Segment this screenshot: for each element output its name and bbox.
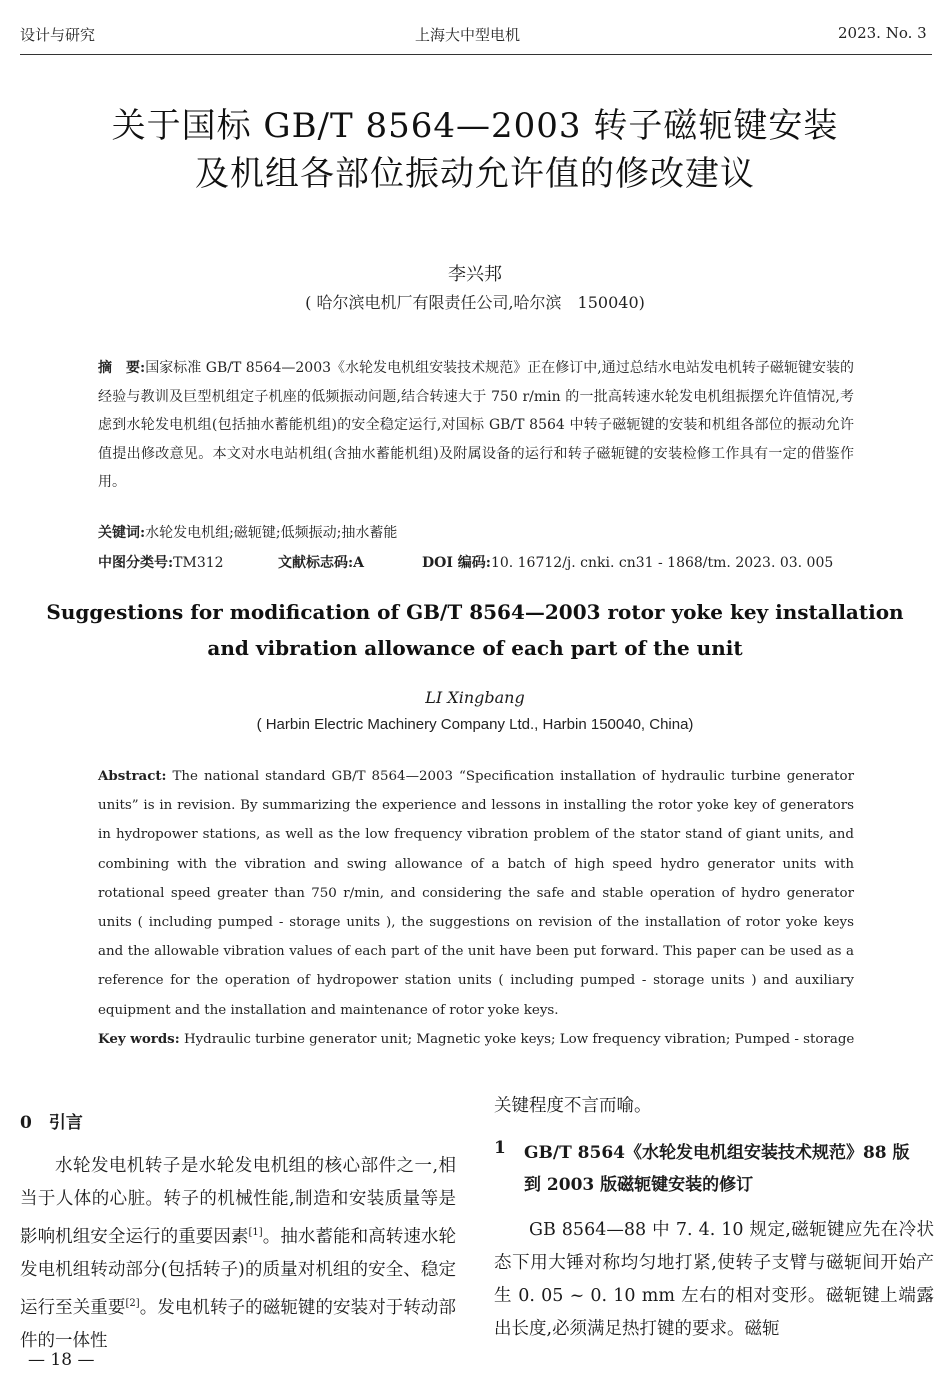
section-0-text-2: 。抽水蓄能和高转速水轮发电机组转动部分(包括转子)的质量对机组的安全、稳定运行至关重要 [20,1226,457,1318]
keywords-en-label: Key words: [98,1031,180,1047]
title-line-2: 及机组各部位振动允许值的修改建议 [195,154,755,194]
keywords-cn [98,522,397,542]
section-1-heading-line-2: 到 2003 版磁轭键安装的修订 [524,1175,754,1195]
author-affiliation-en: ( Harbin Electric Machinery Company Ltd., Harbin 150040, China) [256,716,694,733]
title-en-line-2: and vibration allowance of each part of the unit [207,636,743,660]
section-0-text-1: 水轮发电机转子是水轮发电机组的核心部件之一,相当于人体的心脏。转子的机械性能,制造和安装质量等是影响机组安全运行的重要因素 [20,1156,456,1247]
abstract-cn [98,354,854,497]
abstract-cn-label: 摘 要: [98,360,146,376]
doi-label: DOI 编码: [422,555,491,571]
keywords-cn-text: 水轮发电机组;磁轭键;低频振动;抽水蓄能 [145,525,398,541]
doc-code-value: A [353,555,365,571]
section-0-continuation: 关键程度不言而喻。 [494,1096,652,1116]
page-number: — 18 — [28,1350,95,1370]
abstract-en-label: Abstract: [98,768,167,784]
author-name: 李兴邦 [448,264,502,285]
section-1-paragraph: GB 8564—88 中 7. 4. 10 规定,磁轭键应先在冷状态下用大锤对称均匀地打紧,使转子支臂与磁轭间开始产生 0. 05 ~ 0. 10 mm 左右的相对变形。磁轭键上端露出长度,必须满足热打键的要求。磁轭 [494,1220,934,1339]
citation-2: [2] [125,1297,140,1309]
section-0-text-3: 。发电机转子的磁轭键的安装对于转动部件的一体性 [20,1297,457,1351]
clc-code [98,552,224,572]
keywords-en-text: Hydraulic turbine generator unit; Magnetic yoke keys; Low frequency vibration; Pumped - storage [183,1032,855,1047]
abstract-en [98,762,854,1025]
header-issue: 2023. No. 3 [838,24,927,42]
abstract-en-text: The national standard GB/T 8564—2003 “Specification installation of hydraulic turbine generator units” is in revision. By summarizing the experience and lessons in installing the rotor yoke key of generators in hydropower stations, as well as the low frequency vibration problem of the stator stand of giant units, and combining with the vibration and swing allowance of a batch of high speed hydro generator units with rotational speed greater than 750 r/min, and considering the safe and stable operation of hydro generator units ( including pumped - storage units ), the suggestions on revision of the installation of rotor yoke keys and the allowable vibration values of each part of the unit have been put forward. This paper can be used as a reference for the operation of hydropower station units ( including pumped - storage units ) and auxiliary equipment and the installation and maintenance of rotor yoke keys. [98,769,854,1018]
section-1-heading-line-1: GB/T 8564《水轮发电机组安装技术规范》88 版 [524,1143,910,1163]
section-0-paragraph [20,1150,456,1358]
doi [422,552,833,572]
abstract-cn-text: 国家标准 GB/T 8564—2003《水轮发电机组安装技术规范》正在修订中,通过总结水电站发电机转子磁轭键安装的经验与教训及巨型机组定子机座的低频振动问题,结合转速大于 750 r/min 的一批高转速水轮发电机组振摆允许值情况,考虑到水轮发电机组(包括抽水蓄能机组)的安全稳定运行,对国标 GB/T 8564 中转子磁轭键的安装和机组各部位的振动允许值提出修改意见。本文对水电站机组(含抽水蓄能机组)及附属设备的运行和转子磁轭键的安装检修工作具有一定的借鉴作用。 [98,360,854,491]
keywords-cn-label: 关键词: [98,525,146,541]
section-0-heading: 0 引言 [20,1113,83,1133]
document-code [278,552,364,572]
keywords-en [98,1031,858,1047]
header-journal-section: 设计与研究 [20,26,96,44]
doi-value: 10. 16712/j. cnki. cn31 - 1868/tm. 2023. 03. 005 [490,555,834,571]
section-1-number: 1 [494,1138,506,1158]
doc-code-label: 文献标志码: [278,555,354,571]
clc-label: 中图分类号: [98,555,174,571]
title-en-line-1: Suggestions for modification of GB/T 8564—2003 rotor yoke key installation [46,600,904,624]
clc-value: TM312 [173,555,224,571]
header-rule [20,54,932,55]
author-name-en: LI Xingbang [425,688,525,707]
author-affiliation: ( 哈尔滨电机厂有限责任公司,哈尔滨 150040) [305,293,645,312]
citation-1: [1] [248,1227,263,1238]
header-journal-name: 上海大中型电机 [415,26,521,44]
title-line-1: 关于国标 GB/T 8564—2003 转子磁轭键安装 [111,106,839,146]
